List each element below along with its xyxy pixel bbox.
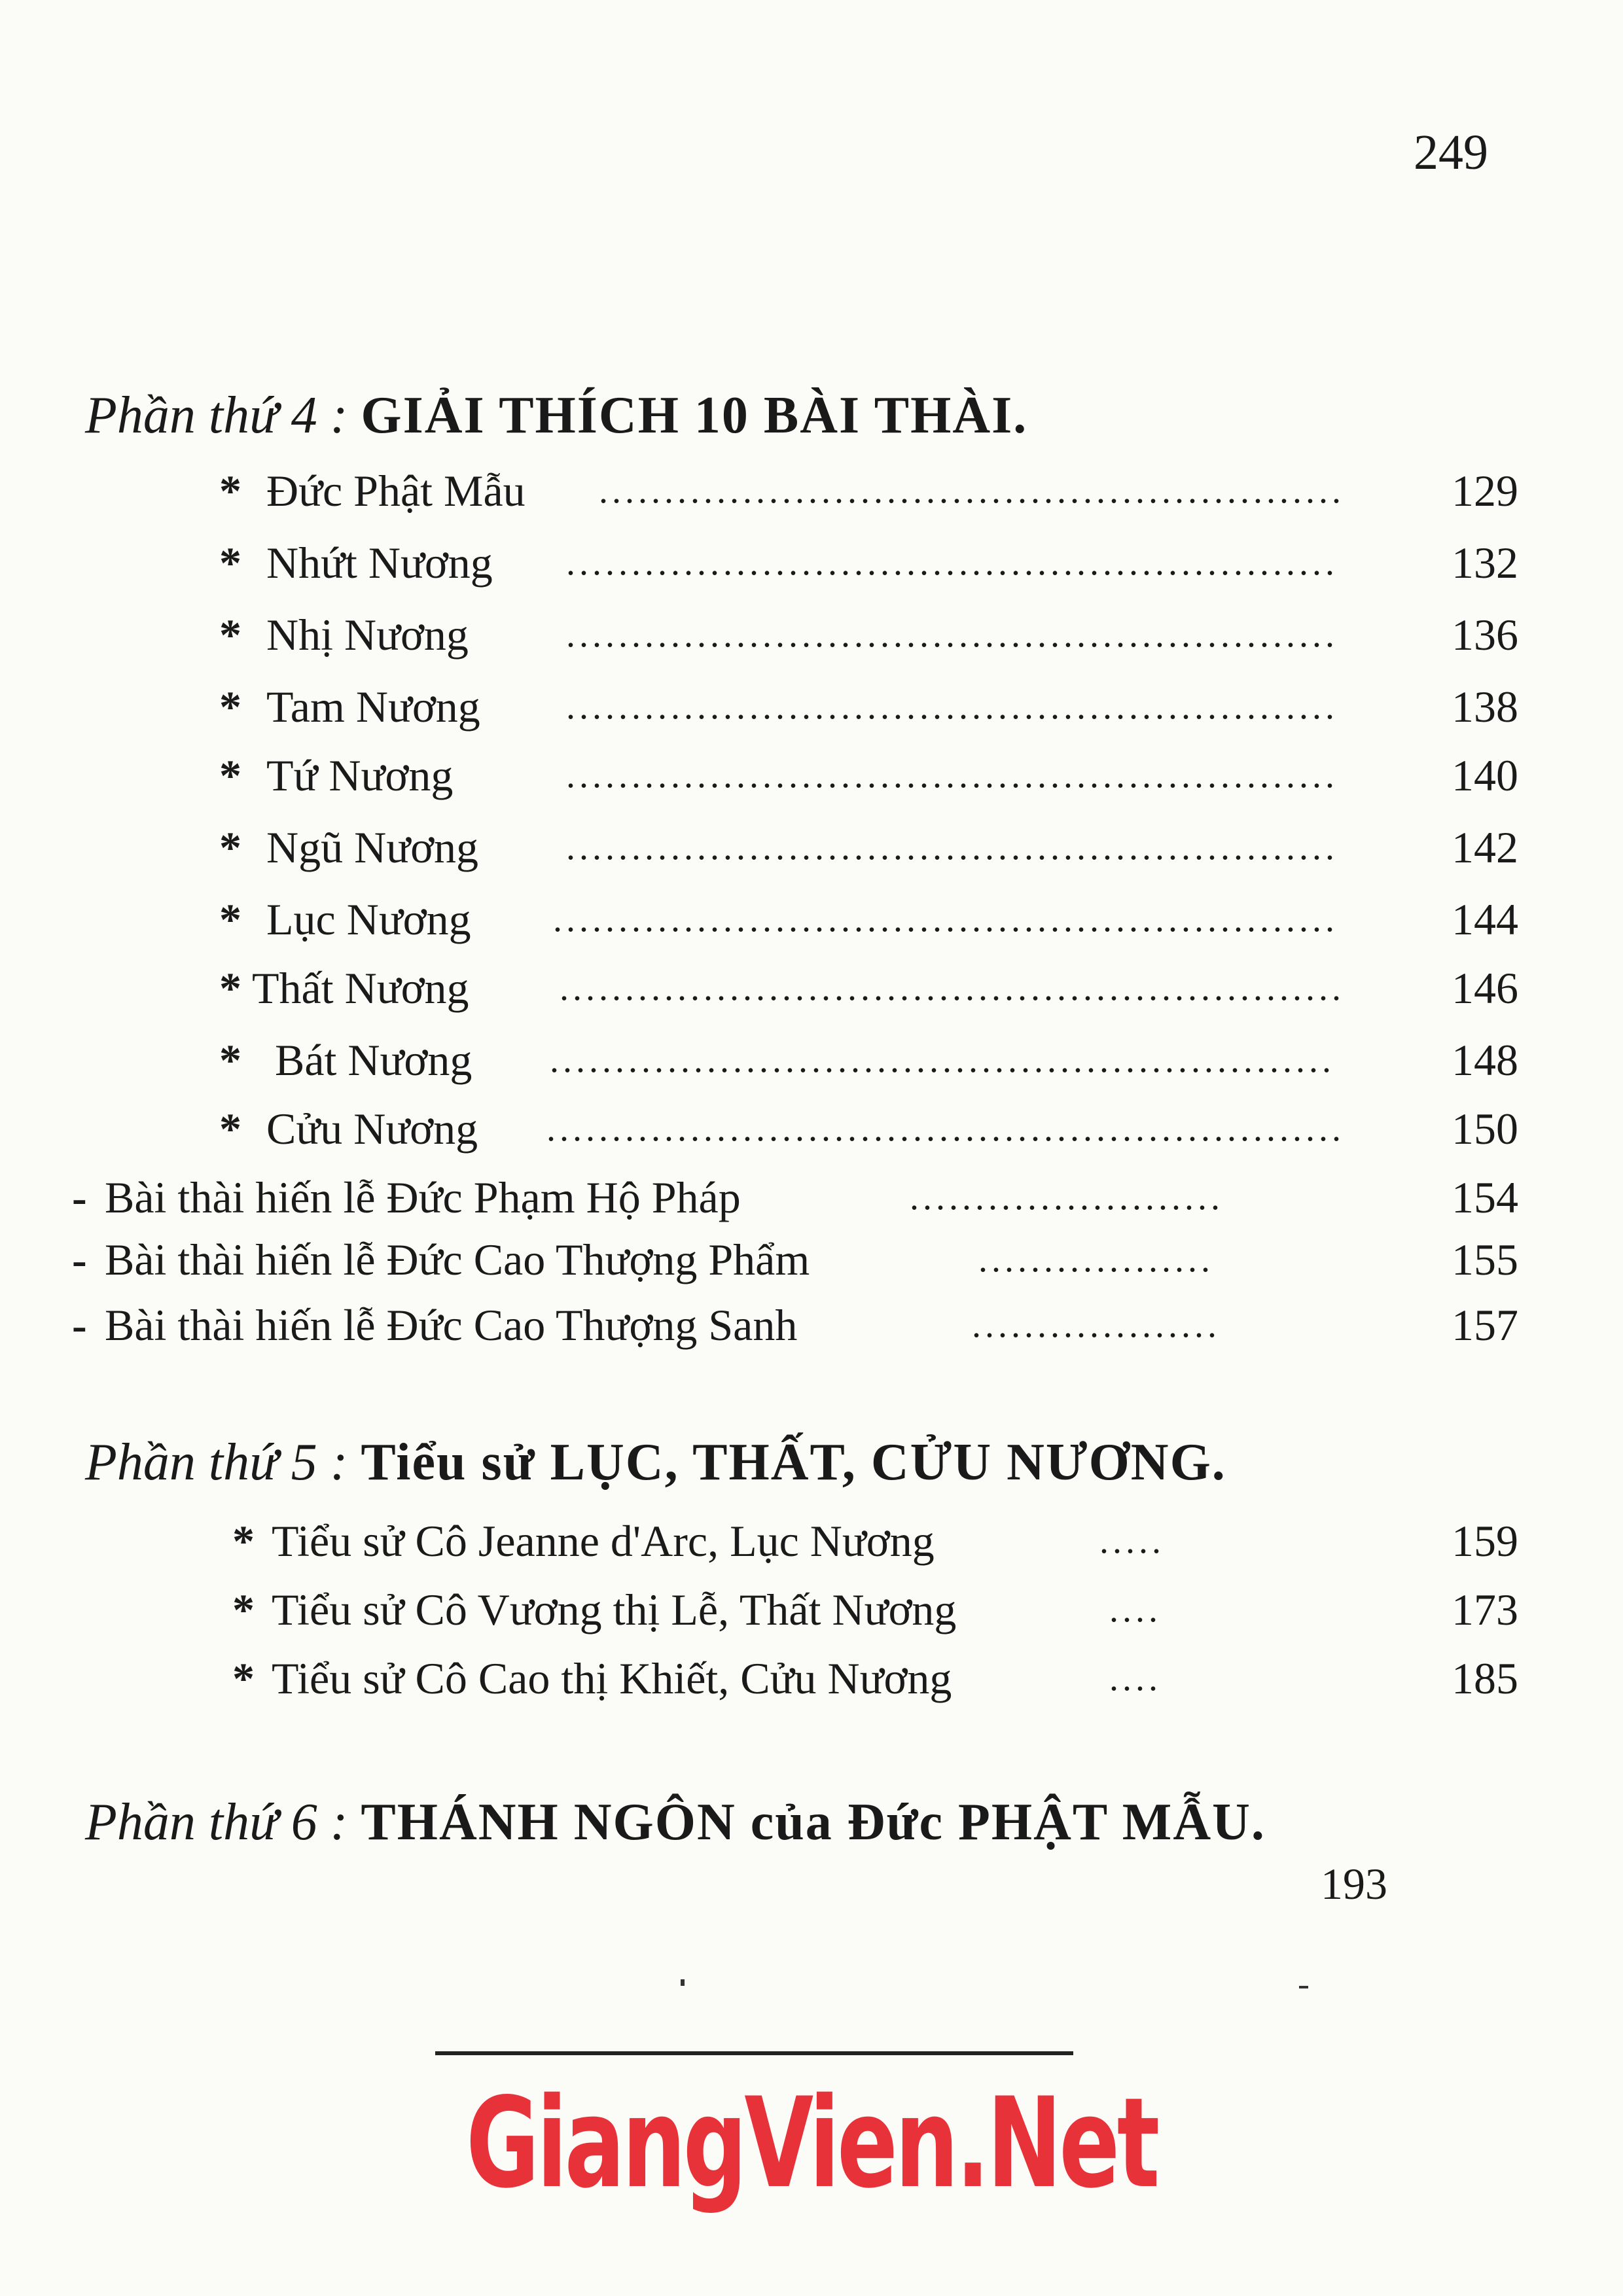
toc-row[interactable]: [219, 1031, 1518, 1089]
toc-page-number: 173: [1452, 1585, 1518, 1634]
dot-leader: ..................: [978, 1239, 1214, 1280]
toc-entry-title: Lục Nương: [266, 894, 471, 944]
toc-page-number: 159: [1452, 1516, 1518, 1566]
toc-page-number: 146: [1452, 963, 1518, 1013]
bullet-marker: *: [232, 1516, 255, 1566]
scan-speck: [1299, 1986, 1308, 1988]
dot-leader: ...........................................................: [566, 686, 1338, 727]
bullet-marker: *: [232, 1585, 255, 1634]
toc-entry-title: Nhị Nương: [266, 610, 469, 660]
bullet-marker: *: [219, 894, 241, 944]
bullet-marker: *: [219, 610, 241, 660]
toc-entry-title: Bát Nương: [275, 1035, 473, 1085]
toc-page-number: 136: [1452, 610, 1518, 660]
bullet-marker: *: [219, 822, 241, 872]
toc-page-number: 132: [1452, 538, 1518, 588]
toc-page-number: 154: [1452, 1173, 1518, 1222]
toc-row[interactable]: [219, 818, 1518, 877]
dash-marker: -: [72, 1235, 87, 1284]
part-6-title: THÁNH NGÔN của Đức PHẬT MẪU.: [361, 1793, 1266, 1851]
dot-leader: ....: [1109, 1589, 1162, 1630]
part-5-heading: [85, 1433, 1226, 1492]
dot-leader: .........................................................: [599, 470, 1345, 511]
toc-page-number: 185: [1452, 1653, 1518, 1703]
watermark-logo: GiangVien.Net: [466, 2071, 1157, 2216]
footer-rule: [435, 2051, 1073, 2055]
dot-leader: ............................................................: [550, 1040, 1335, 1080]
toc-row[interactable]: [219, 533, 1518, 592]
toc-page-number: 157: [1452, 1300, 1518, 1350]
toc-row[interactable]: [72, 1296, 1518, 1354]
toc-page-number: 138: [1452, 682, 1518, 732]
toc-row[interactable]: [232, 1511, 1518, 1570]
toc-entry-title: Nhứt Nương: [266, 538, 493, 588]
toc-entry-title: Bài thài hiến lễ Đức Cao Thượng Sanh: [105, 1300, 798, 1350]
toc-entry-title: Tiểu sử Cô Jeanne d'Arc, Lục Nương: [272, 1516, 935, 1566]
dot-leader: ...........................................................: [566, 827, 1338, 868]
toc-entry-title: Bài thài hiến lễ Đức Phạm Hộ Pháp: [105, 1173, 741, 1222]
toc-entry-title: Tiểu sử Cô Vương thị Lễ, Thất Nương: [272, 1585, 957, 1634]
toc-page-number: 150: [1452, 1104, 1518, 1154]
dot-leader: ............................................................: [553, 899, 1338, 940]
dot-leader: ...................: [972, 1305, 1221, 1345]
toc-entry-title: Bài thài hiến lễ Đức Cao Thượng Phẩm: [105, 1235, 810, 1284]
dot-leader: ............................................................: [560, 968, 1345, 1008]
dot-leader: ...........................................................: [566, 755, 1338, 796]
part-5-title: Tiểu sử LỤC, THẤT, CỬU NƯƠNG.: [361, 1434, 1226, 1491]
bullet-marker: *: [219, 538, 241, 588]
toc-entry-title: Tứ Nương: [266, 751, 454, 800]
dot-leader: ...........................................................: [566, 542, 1338, 583]
scan-speck: [681, 1979, 685, 1986]
part-5-label: Phần thứ 5 :: [85, 1434, 348, 1491]
part-6-heading: [85, 1793, 1266, 1852]
dot-leader: .....: [1099, 1521, 1165, 1561]
toc-page-number: 148: [1452, 1035, 1518, 1085]
toc-page-number: 129: [1452, 466, 1518, 516]
bullet-marker: *: [219, 963, 241, 1013]
dot-leader: .............................................................: [546, 1108, 1345, 1149]
bullet-marker: *: [219, 466, 241, 516]
part-4-label: Phần thứ 4 :: [85, 387, 348, 444]
part-4-heading: [85, 386, 1027, 446]
toc-row[interactable]: [232, 1580, 1518, 1639]
toc-row[interactable]: [219, 677, 1518, 736]
bullet-marker: *: [219, 1104, 241, 1154]
toc-row[interactable]: [72, 1168, 1518, 1227]
part-6-page-number: 193: [1321, 1859, 1387, 1909]
toc-row[interactable]: [232, 1649, 1518, 1708]
toc-row[interactable]: [219, 890, 1518, 949]
bullet-marker: *: [219, 682, 241, 732]
dash-marker: -: [72, 1300, 87, 1350]
toc-entry-title: Đức Phật Mẫu: [266, 466, 526, 516]
bullet-marker: *: [219, 751, 241, 800]
toc-row[interactable]: [219, 461, 1518, 520]
toc-entry-title: Ngũ Nương: [266, 822, 479, 872]
dot-leader: ...........................................................: [566, 614, 1338, 655]
dash-marker: -: [72, 1173, 87, 1222]
dot-leader: ........................: [910, 1177, 1224, 1218]
toc-page-number: 155: [1452, 1235, 1518, 1284]
toc-row[interactable]: [219, 605, 1518, 664]
toc-page-number: 144: [1452, 894, 1518, 944]
toc-row[interactable]: [219, 746, 1518, 805]
page-number: 249: [1414, 125, 1488, 180]
toc-entry-title: Tiểu sử Cô Cao thị Khiết, Cửu Nương: [272, 1653, 952, 1703]
toc-entry-title: Tam Nương: [266, 682, 480, 732]
toc-entry-title: Thất Nương: [252, 963, 469, 1013]
toc-row[interactable]: [72, 1230, 1518, 1289]
bullet-marker: *: [219, 1035, 241, 1085]
toc-page-number: 142: [1452, 822, 1518, 872]
toc-row[interactable]: [219, 1099, 1518, 1158]
toc-page-number: 140: [1452, 751, 1518, 800]
bullet-marker: *: [232, 1653, 255, 1703]
toc-entry-title: Cửu Nương: [266, 1104, 478, 1154]
dot-leader: ....: [1109, 1658, 1162, 1699]
part-6-label: Phần thứ 6 :: [85, 1793, 348, 1851]
toc-row[interactable]: [219, 959, 1518, 1017]
part-4-title: GIẢI THÍCH 10 BÀI THÀI.: [361, 387, 1028, 444]
